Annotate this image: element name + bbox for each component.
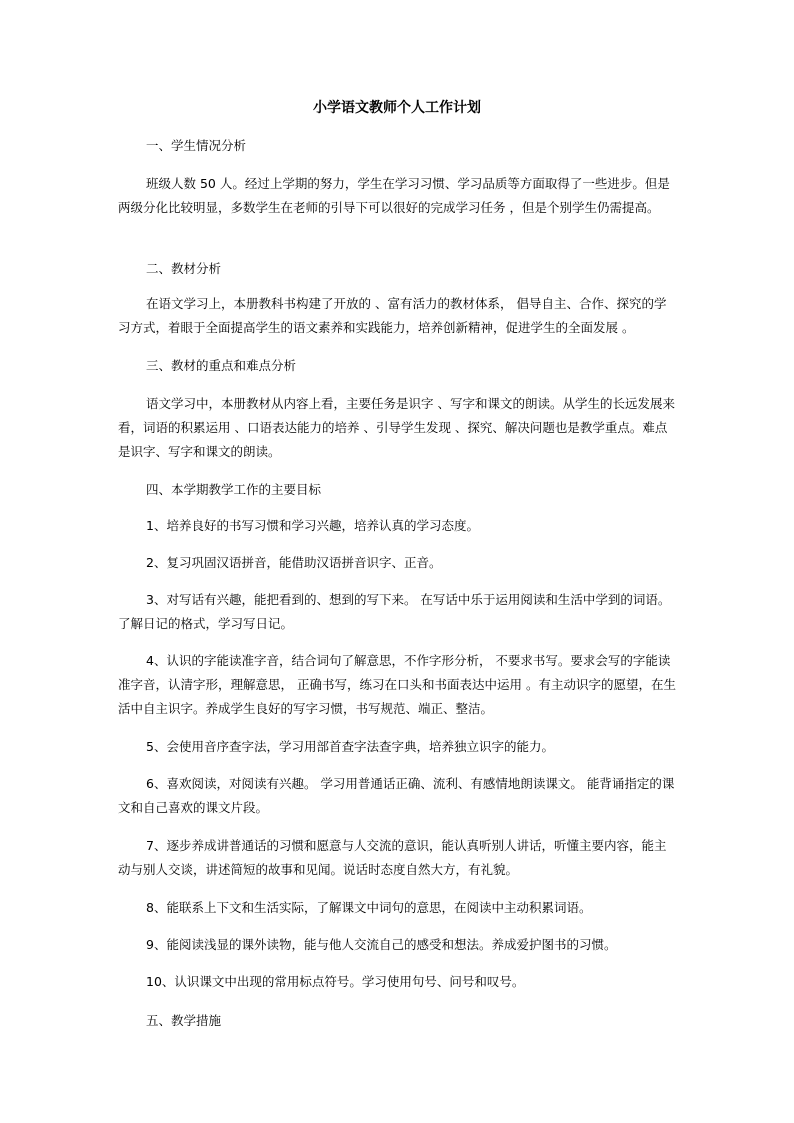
list-item: 2、复习巩固汉语拼音，能借助汉语拼音识字、正音。 [146, 555, 442, 570]
section-heading: 三、教材的重点和难点分析 [146, 358, 297, 373]
list-item: 10、认识课文中出现的常用标点符号。学习使用句号、问号和叹号。 [146, 974, 525, 989]
list-item: 3、对写话有兴趣，能把看到的、想到的写下来。 在写话中乐于运用阅读和生活中学到的词语。了解日记的格式，学习写日记。 [118, 592, 671, 631]
list-item: 4、认识的字能读准字音，结合词句了解意思，不作字形分析， 不要求书写。要求会写的字能读准字音，认清字形，理解意思， 正确书写，练习在口头和书面表达中运用 。有主动识字的愿望，在生活中自主识字。养成学生良好的写字习惯，书写规范、端正、整洁。 [118, 653, 676, 716]
list-item: 6、喜欢阅读，对阅读有兴趣。 学习用普通话正确、流利、有感情地朗读课文。 能背诵指定的课文和自己喜欢的课文片段。 [118, 776, 675, 815]
section-heading: 一、学生情况分析 [146, 138, 247, 153]
paragraph: 语文学习中，本册教材从内容上看，主要任务是识字 、写字和课文的朗读。从学生的长远发展来看，词语的积累运用 、口语表达能力的培养 、引导学生发现 、探究、解决问题也是教学重点。难点是识字、写字和课文的朗读。 [118, 396, 675, 459]
section-heading: 二、教材分析 [146, 261, 222, 276]
section-heading: 四、本学期教学工作的主要目标 [146, 482, 322, 497]
section-heading: 五、教学措施 [146, 1013, 222, 1028]
list-item: 5、会使用音序查字法，学习用部首查字法查字典，培养独立识字的能力。 [146, 739, 554, 754]
paragraph: 班级人数 50 人。经过上学期的努力，学生在学习习惯、学习品质等方面取得了一些进步。但是两级分化比较明显，多数学生在老师的引导下可以很好的完成学习任务 ，但是个别学生仍需提高。 [118, 176, 670, 215]
list-item: 9、能阅读浅显的课外读物，能与他人交流自己的感受和想法。养成爱护图书的习惯。 [146, 937, 617, 952]
list-item: 8、能联系上下文和生活实际，了解课文中词句的意思，在阅读中主动积累词语。 [146, 900, 592, 915]
document-title: 小学语文教师个人工作计划 [313, 100, 481, 116]
paragraph: 在语文学习上，本册教科书构建了开放的 、富有活力的教材体系， 倡导自主、合作、探究的学习方式，着眼于全面提高学生的语文素养和实践能力，培养创新精神，促进学生的全面发展 。 [118, 296, 667, 335]
list-item: 1、培养良好的书写习惯和学习兴趣，培养认真的学习态度。 [146, 518, 479, 533]
list-item: 7、逐步养成讲普通话的习惯和愿意与人交流的意识，能认真听别人讲话，听懂主要内容，能主动与别人交谈，讲述简短的故事和见闻。说话时态度自然大方，有礼貌。 [118, 838, 667, 877]
